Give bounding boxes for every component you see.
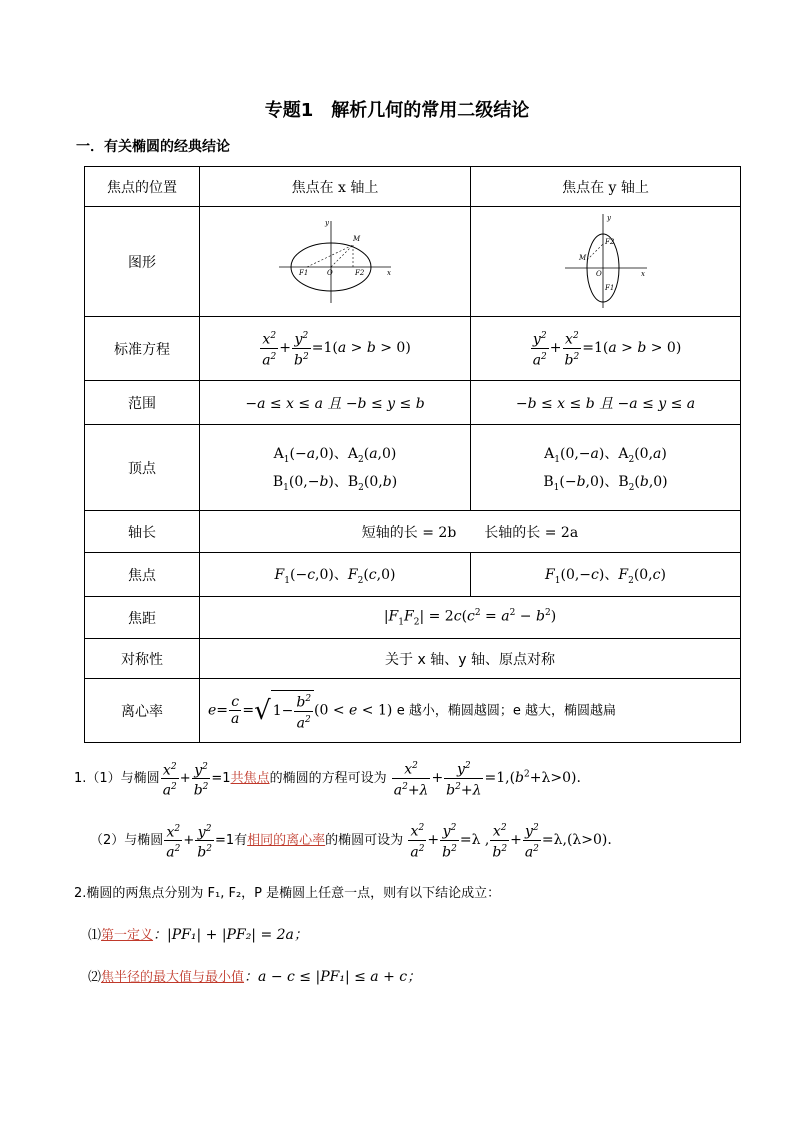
equation-y: $\frac{y^2}{a^2}$ + $\frac{x^2}{b^2}$ =1(a > b > 0) <box>471 317 741 381</box>
vertices-y: $A_1(0,-a)$、$A_2(0,a)$ $B_1(-b,0)$、$B_2(b,0)$ <box>471 425 741 511</box>
svg-text:M: M <box>578 253 586 262</box>
svg-text:M: M <box>353 234 361 243</box>
row-label: 对称性 <box>85 639 200 679</box>
keyword-same-focus: 共焦点 <box>230 771 270 787</box>
svg-text:F1: F1 <box>604 283 614 292</box>
page-title: 专题1 解析几何的常用二级结论 <box>264 100 530 121</box>
header-cell: 焦点的位置 <box>85 167 200 207</box>
row-label: 图形 <box>85 207 200 317</box>
svg-text:y: y <box>325 218 329 227</box>
item-2: （2）与椭圆 $\frac{x^2}{a^2}$ + $\frac{y^2}{b^2}$ =1有相同的离心率的椭圆可设为 $\frac{x^2}{a^2}$ + $\frac{y^2}{b^2}$ =λ , $\frac{x^2}{b^2}$ + $\frac{y^2}{a^2}$ =λ,(λ>0). <box>90 820 612 861</box>
ellipse-x-figure <box>275 215 395 305</box>
row-label: 顶点 <box>85 425 200 511</box>
figure-x-axis <box>200 207 471 317</box>
svg-text:F1: F1 <box>299 268 309 277</box>
svg-text:x: x <box>640 269 645 278</box>
keyword-first-definition: 第一定义 <box>101 928 154 943</box>
svg-text:y: y <box>606 213 611 222</box>
vertices-x: $A_1(-a,0)$、$A_2(a,0)$ $B_1(0,-b)$、$B_2(0,b)$ <box>200 425 471 511</box>
foci-y: $F_1(0,-c)$、$F_2(0,c)$ <box>471 553 741 597</box>
axis-length: 短轴的长 = 2b 长轴的长 = 2a <box>200 511 741 553</box>
row-label: 轴长 <box>85 511 200 553</box>
item-4: ⑴第一定义：|PF₁| + |PF₂| = 2a； <box>88 927 308 943</box>
row-label: 离心率 <box>85 679 200 743</box>
item-1: 1.（1）与椭圆 $\frac{x^2}{a^2}$ + $\frac{y^2}{b^2}$ =1共焦点的椭圆的方程可设为 $\frac{x^2}{a^2+\lambda}$ + $\frac{y^2}{b^2+\lambda}$ $=1,(b^2+\lambda>0)$. <box>74 758 581 799</box>
svg-text:F2: F2 <box>604 237 614 246</box>
header-cell: 焦点在 y 轴上 <box>471 167 741 207</box>
row-label: 范围 <box>85 381 200 425</box>
ellipse-properties-table <box>84 166 741 743</box>
row-label: 焦距 <box>85 597 200 639</box>
eccentricity-note: e 越小，椭圆越圆；e 越大，椭圆越扁 <box>396 703 617 719</box>
foci-x: $F_1(-c,0)$、$F_2(c,0)$ <box>200 553 471 597</box>
eccentricity: e= $\frac{c}{a}$ = √ 1− $\frac{b^2}{a^2}$ (0 < e < 1) e 越小，椭圆越圆；e 越大，椭圆越扁 <box>200 679 741 743</box>
focal-distance: $|F_1F_2| = 2c(c^2 = a^2 - b^2)$ <box>200 597 741 639</box>
equation-x: $\frac{x^2}{a^2}$ + $\frac{y^2}{b^2}$ =1(a > b > 0) <box>200 317 471 381</box>
keyword-same-eccentricity: 相同的离心率 <box>247 833 326 849</box>
row-label: 标准方程 <box>85 317 200 381</box>
item-3: 2.椭圆的两焦点分别为 F₁, F₂，P 是椭圆上任意一点，则有以下结论成立： <box>74 886 501 901</box>
range-x: −a ≤ x ≤ a 且 −b ≤ y ≤ b <box>200 381 471 425</box>
header-cell: 焦点在 x 轴上 <box>200 167 471 207</box>
svg-text:O: O <box>595 269 602 278</box>
svg-text:O: O <box>327 268 333 277</box>
section-heading: 一．有关椭圆的经典结论 <box>76 139 230 155</box>
item-5: ⑵焦半径的最大值与最小值：a − c ≤ |PF₁| ≤ a + c； <box>88 969 422 985</box>
row-label: 焦点 <box>85 553 200 597</box>
svg-text:x: x <box>387 268 391 277</box>
range-y: −b ≤ x ≤ b 且 −a ≤ y ≤ a <box>471 381 741 425</box>
svg-text:F2: F2 <box>355 268 365 277</box>
keyword-focal-radius: 焦半径的最大值与最小值 <box>101 970 245 985</box>
symmetry: 关于 x 轴、y 轴、原点对称 <box>200 639 741 679</box>
ellipse-y-figure <box>561 210 651 310</box>
figure-y-axis <box>471 207 741 317</box>
